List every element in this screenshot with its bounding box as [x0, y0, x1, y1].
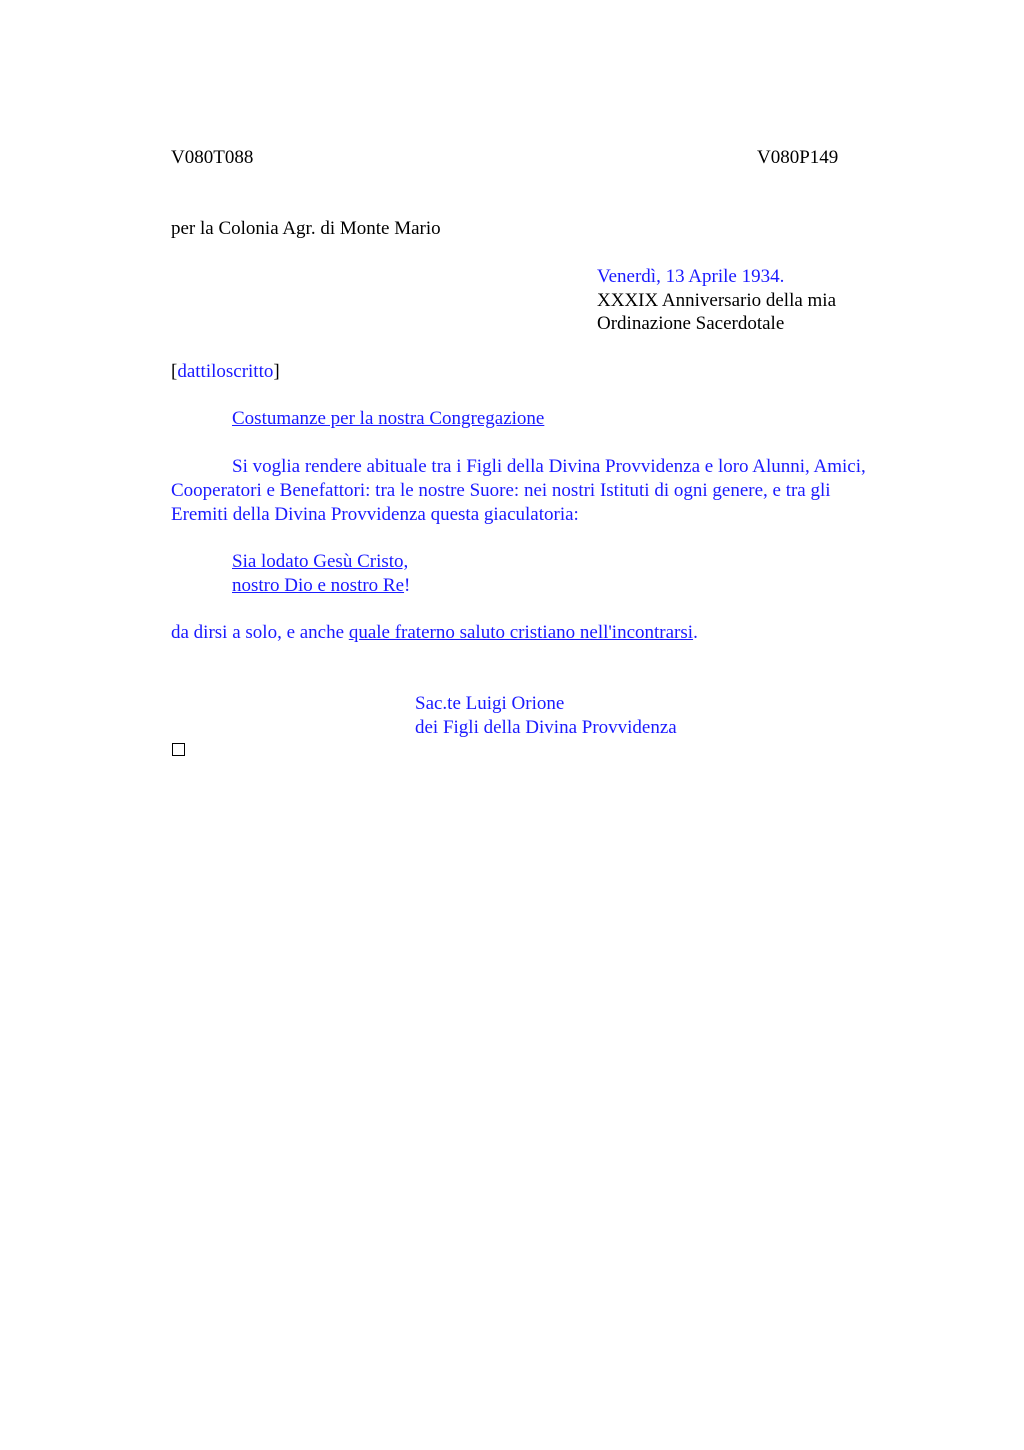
recipient-line: per la Colonia Agr. di Monte Mario: [171, 218, 441, 239]
paragraph-line-2: Cooperatori e Benefattori: tra le nostre Suore: nei nostri Istituti di ogni genere, e tra gli: [171, 480, 831, 501]
closing-line: [171, 621, 698, 645]
prayer-line-2-text: nostro Dio e nostro Re: [232, 575, 405, 596]
ordination-line: Ordinazione Sacerdotale: [597, 313, 785, 334]
note-open-bracket: [: [171, 361, 178, 382]
paragraph-line-1: Si voglia rendere abituale tra i Figli della Divina Provvidenza e loro Alunni, Amici,: [232, 456, 866, 477]
document-code-left: V080T088: [171, 147, 254, 168]
signature-name: Sac.te Luigi Orione: [415, 693, 565, 714]
signature-title: dei Figli della Divina Provvidenza: [415, 717, 677, 738]
anniversary-line: XXXIX Anniversario della mia: [597, 290, 837, 311]
document-heading: Costumanze per la nostra Congregazione: [232, 408, 545, 429]
date-line: Venerdì, 13 Aprile 1934.: [597, 266, 785, 287]
prayer-line-2-end: !: [404, 575, 411, 596]
closing-prefix: da dirsi a solo, e anche: [171, 622, 349, 643]
paragraph-line-3: Eremiti della Divina Provvidenza questa giaculatoria:: [171, 504, 579, 525]
square-marker-icon: [172, 743, 185, 756]
closing-underlined: quale fraterno saluto cristiano nell'incontrarsi: [348, 622, 694, 643]
note-text: dattiloscritto: [177, 361, 274, 382]
note-close-bracket: ]: [273, 361, 280, 382]
prayer-line-2: [232, 574, 410, 598]
prayer-line-1: Sia lodato Gesù Cristo,: [232, 551, 409, 572]
closing-end: .: [693, 622, 698, 643]
typescript-note: [171, 360, 280, 384]
document-code-right: V080P149: [757, 147, 839, 168]
